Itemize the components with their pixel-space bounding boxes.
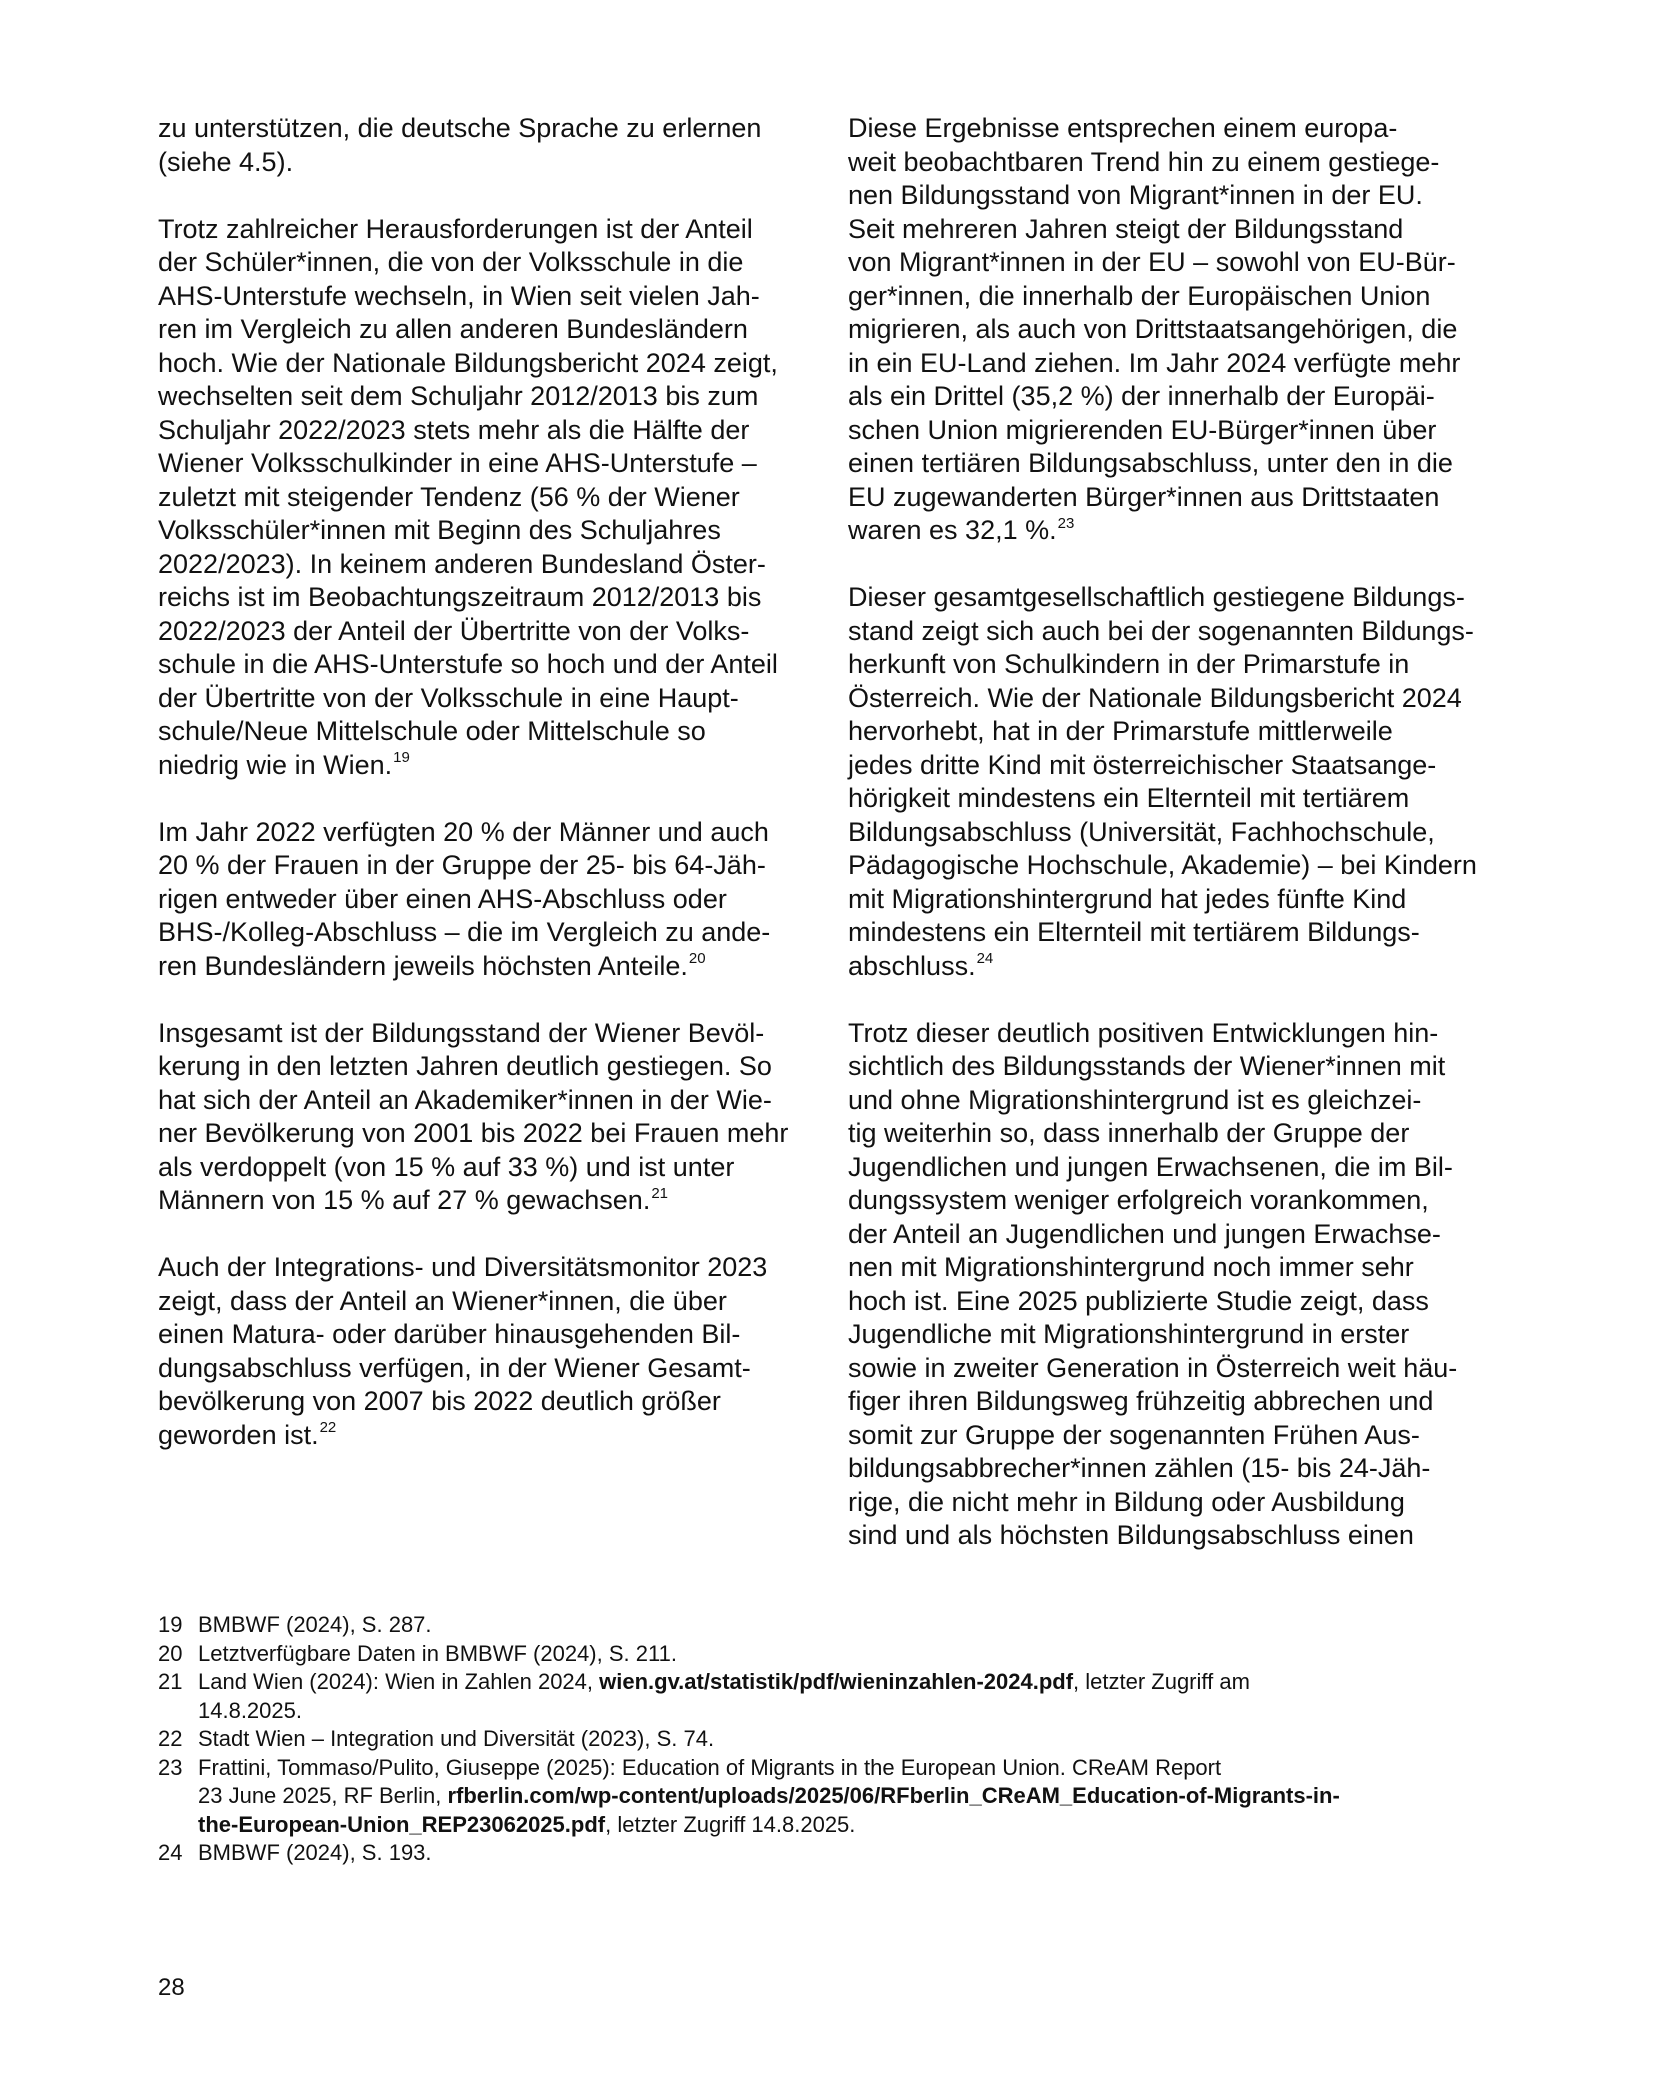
text-line: BHS-/Kolleg-Abschluss – die im Vergleich zu ande-	[158, 917, 771, 947]
text-line	[848, 514, 1520, 548]
text-line: sind und als höchsten Bildungsabschluss einen	[848, 1520, 1414, 1550]
footnote-reference[interactable]: 23	[1057, 514, 1075, 532]
text-line: zuletzt mit steigender Tendenz (56 % der Wiener	[158, 481, 740, 512]
paragraph	[848, 1017, 1520, 1553]
text-line: Trotz dieser deutlich positiven Entwicklungen hin-	[848, 1017, 1439, 1048]
footnote-text: Letztverfügbare Daten in BMBWF (2024), S. 211.	[198, 1640, 677, 1666]
text-line: dungssystem weniger erfolgreich vorankommen,	[848, 1185, 1429, 1215]
footnote-item	[158, 1640, 1518, 1669]
text-line: wechselten seit dem Schuljahr 2012/2013 bis zum	[158, 381, 759, 411]
paragraph	[158, 213, 830, 783]
page-number: 28	[158, 1974, 185, 2001]
footnote-line	[198, 1640, 1518, 1669]
footnote-number: 22	[158, 1726, 183, 1751]
text-line: somit zur Gruppe der sogenannten Frühen Aus-	[848, 1419, 1420, 1450]
footnote-line	[198, 1725, 1518, 1754]
text-line	[158, 1184, 830, 1218]
text-line: migrieren, als auch von Drittstaatsangehörigen, die	[848, 314, 1458, 344]
text-line-content: waren es 32,1 %.	[848, 515, 1057, 545]
left-text-column	[158, 112, 830, 1452]
footnote-line	[198, 1611, 1518, 1640]
text-line: Trotz zahlreicher Herausforderungen ist der Anteil	[158, 213, 753, 244]
text-line: hörigkeit mindestens ein Elternteil mit tertiärem	[848, 783, 1410, 813]
text-line: mindestens ein Elternteil mit tertiärem Bildungs-	[848, 917, 1420, 947]
text-line: in ein EU-Land ziehen. Im Jahr 2024 verfügte mehr	[848, 347, 1461, 378]
footnote-item	[158, 1754, 1518, 1840]
right-text-column	[848, 112, 1520, 1553]
paragraph	[848, 112, 1520, 548]
footnote-number: 24	[158, 1840, 183, 1865]
text-line: schule/Neue Mittelschule oder Mittelschule so	[158, 716, 706, 746]
text-line	[158, 950, 830, 984]
text-line: mit Migrationshintergrund hat jedes fünfte Kind	[848, 883, 1407, 914]
text-line: hoch. Wie der Nationale Bildungsbericht 2024 zeigt,	[158, 347, 778, 378]
footnote-reference[interactable]: 22	[319, 1419, 337, 1437]
text-line-content: niedrig wie in Wien.	[158, 749, 393, 780]
footnote-text: BMBWF (2024), S. 193.	[198, 1840, 432, 1865]
text-line: bevölkerung von 2007 bis 2022 deutlich größer	[158, 1386, 721, 1416]
paragraph-gap	[158, 1218, 830, 1252]
text-line: nen Bildungsstand von Migrant*innen in der EU.	[848, 180, 1423, 210]
footnote-text: , letzter Zugriff 14.8.2025.	[605, 1811, 856, 1837]
text-line: 2022/2023 der Anteil der Übertritte von der Volks-	[158, 615, 750, 646]
footnote-text: BMBWF (2024), S. 287.	[198, 1612, 432, 1637]
text-line: 20 % der Frauen in der Gruppe der 25- bis 64-Jäh-	[158, 850, 766, 880]
footnote-reference[interactable]: 21	[651, 1184, 669, 1202]
text-line: weit beobachtbaren Trend hin zu einem gestiege-	[848, 146, 1440, 177]
text-line: kerung in den letzten Jahren deutlich gestiegen. So	[158, 1051, 772, 1081]
text-line: der Schüler*innen, die von der Volksschule in die	[158, 247, 744, 277]
footnote-text: 14.8.2025.	[198, 1697, 302, 1723]
footnote-line	[198, 1754, 1518, 1783]
paragraph-gap	[158, 983, 830, 1017]
text-line: Jugendlichen und jungen Erwachsenen, die im Bil-	[848, 1151, 1453, 1182]
footnote-item	[158, 1611, 1518, 1640]
text-line: einen Matura- oder darüber hinausgehenden Bil-	[158, 1319, 741, 1349]
text-line: als verdoppelt (von 15 % auf 33 %) und ist unter	[158, 1151, 735, 1182]
footnote-text: Frattini, Tommaso/Pulito, Giuseppe (2025): Education of Migrants in the European Union. CReAM Report	[198, 1754, 1222, 1780]
text-line: tig weiterhin so, dass innerhalb der Gruppe der	[848, 1118, 1410, 1148]
text-line-content: ren Bundesländern jeweils höchsten Anteile.	[158, 950, 688, 981]
text-line-content: geworden ist.	[158, 1419, 319, 1450]
footnote-number: 21	[158, 1669, 183, 1694]
text-line: einen tertiären Bildungsabschluss, unter den in die	[848, 448, 1453, 478]
text-line: ren im Vergleich zu allen anderen Bundesländern	[158, 314, 748, 344]
paragraph-gap	[158, 179, 830, 213]
paragraph-gap	[848, 548, 1520, 582]
text-line: Pädagogische Hochschule, Akademie) – bei Kindern	[848, 850, 1477, 880]
text-line: ger*innen, die innerhalb der Europäischen Union	[848, 280, 1431, 311]
text-line: zeigt, dass der Anteil an Wiener*innen, die über	[158, 1285, 727, 1316]
text-line: figer ihren Bildungsweg frühzeitig abbrechen und	[848, 1386, 1434, 1416]
footnote-line	[198, 1668, 1518, 1697]
text-line: Jugendliche mit Migrationshintergrund in erster	[848, 1319, 1410, 1349]
footnote-number: 19	[158, 1612, 183, 1637]
footnote-line	[198, 1811, 1518, 1840]
text-line: EU zugewanderten Bürger*innen aus Drittstaaten	[848, 481, 1440, 512]
text-line: Im Jahr 2022 verfügten 20 % der Männer und auch	[158, 816, 769, 847]
text-line: bildungsabbrecher*innen zählen (15- bis 24-Jäh-	[848, 1453, 1431, 1483]
text-line: sichtlich des Bildungsstands der Wiener*innen mit	[848, 1051, 1446, 1081]
paragraph	[158, 1251, 830, 1452]
text-line: Diese Ergebnisse entsprechen einem europa-	[848, 113, 1398, 143]
text-line	[848, 950, 1520, 984]
footnote-reference[interactable]: 24	[976, 950, 994, 968]
footnote-link[interactable]: wien.gv.at/statistik/pdf/wieninzahlen-2024.pdf	[599, 1669, 1074, 1694]
paragraph-gap	[158, 782, 830, 816]
text-line	[158, 749, 830, 783]
text-line: Schuljahr 2022/2023 stets mehr als die Hälfte der	[158, 414, 750, 445]
footnote-item	[158, 1725, 1518, 1754]
text-line: hat sich der Anteil an Akademiker*innen in der Wie-	[158, 1084, 772, 1115]
footnote-number: 20	[158, 1640, 183, 1666]
text-line: Insgesamt ist der Bildungsstand der Wiener Bevöl-	[158, 1017, 765, 1048]
text-line: hervorhebt, hat in der Primarstufe mittlerweile	[848, 716, 1393, 746]
text-line: Seit mehreren Jahren steigt der Bildungsstand	[848, 213, 1404, 244]
text-line: Wiener Volksschulkinder in eine AHS-Unterstufe –	[158, 448, 757, 478]
text-line: 2022/2023). In keinem anderen Bundesland Öster-	[158, 548, 766, 579]
footnote-item	[158, 1839, 1518, 1868]
text-line-content: Männern von 15 % auf 27 % gewachsen.	[158, 1185, 651, 1215]
text-line: Auch der Integrations- und Diversitätsmonitor 2023	[158, 1252, 768, 1282]
text-line: reichs ist im Beobachtungszeitraum 2012/2013 bis	[158, 582, 762, 612]
paragraph	[158, 816, 830, 984]
text-line-content: abschluss.	[848, 950, 976, 981]
footnote-reference[interactable]: 20	[688, 950, 706, 968]
footnote-line	[198, 1839, 1518, 1868]
text-line: AHS-Unterstufe wechseln, in Wien seit vielen Jah-	[158, 280, 760, 311]
footnote-text: , letzter Zugriff am	[1073, 1669, 1250, 1694]
footnote-line	[198, 1697, 1518, 1726]
text-line: und ohne Migrationshintergrund ist es gleichzei-	[848, 1084, 1422, 1115]
footnote-text: Stadt Wien – Integration und Diversität (2023), S. 74.	[198, 1726, 715, 1751]
text-line: zu unterstützen, die deutsche Sprache zu erlernen	[158, 113, 762, 143]
paragraph	[158, 112, 830, 179]
text-line: stand zeigt sich auch bei der sogenannten Bildungs-	[848, 615, 1474, 646]
text-line: der Anteil an Jugendlichen und jungen Erwachse-	[848, 1218, 1441, 1249]
text-line: als ein Drittel (35,2 %) der innerhalb der Europäi-	[848, 381, 1435, 411]
text-line: hoch ist. Eine 2025 publizierte Studie zeigt, dass	[848, 1285, 1429, 1316]
paragraph	[848, 581, 1520, 983]
footnote-line	[198, 1782, 1518, 1811]
footnote-link[interactable]: the-European-Union_REP23062025.pdf	[198, 1811, 606, 1837]
text-line	[158, 1419, 830, 1453]
text-line: Volksschüler*innen mit Beginn des Schuljahres	[158, 515, 721, 545]
text-line: Bildungsabschluss (Universität, Fachhochschule,	[848, 816, 1435, 847]
footnote-link[interactable]: rfberlin.com/wp-content/uploads/2025/06/RFberlin_CReAM_Education-of-Migrants-in-	[447, 1783, 1340, 1808]
text-line: dungsabschluss verfügen, in der Wiener Gesamt-	[158, 1352, 751, 1383]
text-line: rigen entweder über einen AHS-Abschluss oder	[158, 883, 727, 914]
footnotes-section	[158, 1611, 1518, 1868]
footnote-number: 23	[158, 1754, 183, 1780]
footnote-item	[158, 1668, 1518, 1725]
text-line: rige, die nicht mehr in Bildung oder Ausbildung	[848, 1486, 1405, 1517]
footnote-reference[interactable]: 19	[393, 749, 410, 767]
text-line: von Migrant*innen in der EU – sowohl von EU-Bür-	[848, 247, 1456, 277]
paragraph-gap	[848, 983, 1520, 1017]
text-line: schule in die AHS-Unterstufe so hoch und der Anteil	[158, 649, 778, 679]
text-line: sowie in zweiter Generation in Österreich weit häu-	[848, 1352, 1458, 1383]
text-line: herkunft von Schulkindern in der Primarstufe in	[848, 649, 1410, 679]
text-line: nen mit Migrationshintergrund noch immer sehr	[848, 1252, 1414, 1282]
footnote-text: 23 June 2025, RF Berlin,	[198, 1783, 448, 1808]
text-line: (siehe 4.5).	[158, 146, 294, 177]
text-line: ner Bevölkerung von 2001 bis 2022 bei Frauen mehr	[158, 1118, 789, 1148]
text-line: Dieser gesamtgesellschaftlich gestiegene Bildungs-	[848, 582, 1465, 612]
text-line: Österreich. Wie der Nationale Bildungsbericht 2024	[848, 682, 1462, 713]
text-line: der Übertritte von der Volksschule in eine Haupt-	[158, 682, 739, 713]
paragraph	[158, 1017, 830, 1218]
text-line: jedes dritte Kind mit österreichischer Staatsange-	[848, 749, 1437, 780]
text-line: schen Union migrierenden EU-Bürger*innen über	[848, 414, 1437, 445]
footnote-text: Land Wien (2024): Wien in Zahlen 2024,	[198, 1669, 600, 1694]
